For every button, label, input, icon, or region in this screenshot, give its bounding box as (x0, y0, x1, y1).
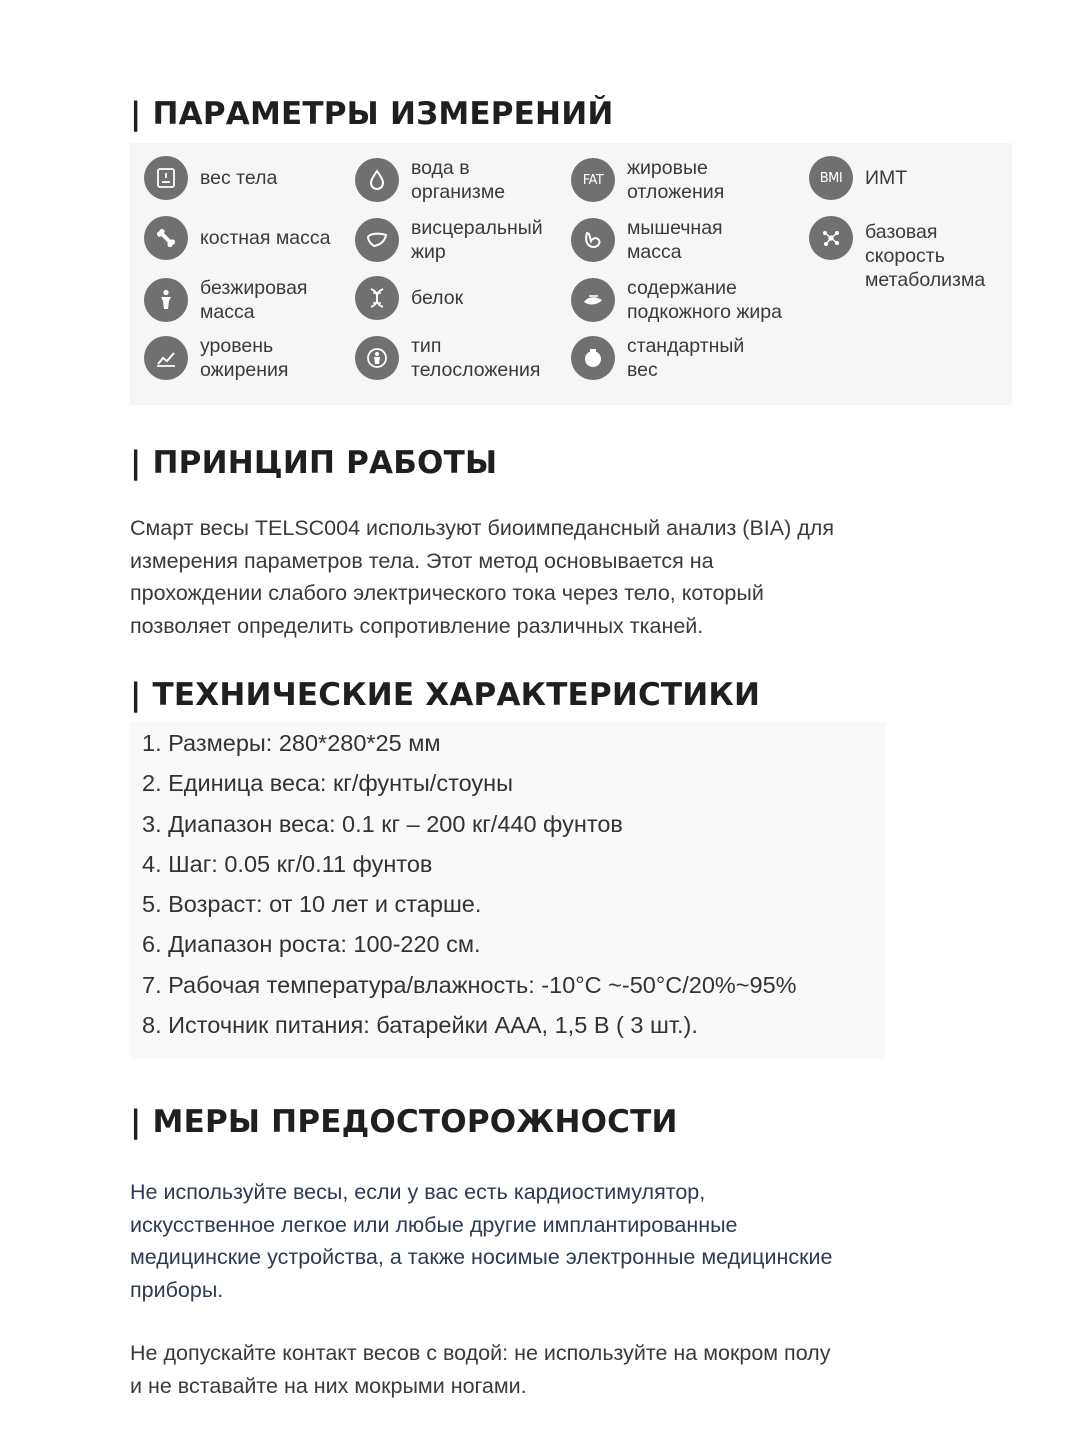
body-type-icon (355, 336, 399, 380)
precaution-text-1: Не используйте весы, если у вас есть кардиостимулятор, искусственное легкое или любые другие имплантированные медицинские устройства, а также носимые электронные медицинские приборы. (130, 1180, 833, 1302)
muscle-icon (571, 218, 615, 262)
param-bone-mass (144, 216, 330, 260)
subcutaneous-fat-icon (571, 278, 615, 322)
spec-item: 5. Возраст: от 10 лет и старше. (142, 891, 482, 917)
param-label: скорость (865, 245, 945, 267)
specs-title: | ТЕХНИЧЕСКИЕ ХАРАКТЕРИСТИКИ (130, 677, 761, 713)
spec-item: 1. Размеры: 280*280*25 мм (142, 730, 441, 756)
param-label: уровень (200, 335, 274, 357)
metabolism-icon (809, 216, 853, 260)
param-label: базовая (865, 221, 938, 243)
standard-weight-icon (571, 336, 615, 380)
param-label: белок (411, 287, 464, 309)
lean-body-icon (144, 278, 188, 322)
param-bmi (809, 156, 907, 200)
param-standard-weight (571, 334, 744, 382)
scale-icon (144, 156, 188, 200)
param-muscle-mass (571, 216, 723, 264)
param-label: ожирения (200, 359, 289, 381)
param-label: отложения (627, 181, 725, 203)
fat-icon: FAT (571, 158, 615, 202)
param-basal-metabolism (809, 216, 985, 292)
specs-list (130, 722, 885, 1059)
param-label: вода в (411, 157, 470, 179)
param-body-type (355, 334, 540, 382)
param-subcutaneous-fat (571, 276, 782, 324)
spec-item: 2. Единица веса: кг/фунты/стоуны (142, 770, 514, 796)
param-label: жир (411, 241, 446, 263)
water-drop-icon (355, 158, 399, 202)
param-label: организме (411, 181, 506, 203)
param-protein (355, 276, 463, 320)
param-label: висцеральный (411, 217, 543, 239)
param-visceral-fat (355, 216, 543, 264)
param-label: масса (200, 301, 255, 323)
spec-item: 4. Шаг: 0.05 кг/0.11 фунтов (142, 851, 433, 877)
param-label: ИМТ (865, 167, 908, 189)
param-label: вес тела (200, 167, 278, 189)
obesity-chart-icon (144, 336, 188, 380)
spec-item: 7. Рабочая температура/влажность: -10°C ~-50°C/20%~95% (142, 972, 797, 998)
dna-icon (355, 276, 399, 320)
principle-title: | ПРИНЦИП РАБОТЫ (130, 445, 498, 481)
param-fat-deposits (571, 156, 724, 204)
param-label: мышечная (627, 217, 723, 239)
spec-item: 8. Источник питания: батарейки AAA, 1,5 В ( 3 шт.). (142, 1012, 698, 1038)
param-body-water (355, 156, 505, 204)
params-title: | ПАРАМЕТРЫ ИЗМЕРЕНИЙ (130, 96, 614, 132)
param-label: жировые (627, 157, 708, 179)
precautions-title: | МЕРЫ ПРЕДОСТОРОЖНОСТИ (130, 1104, 678, 1140)
param-label: безжировая (200, 277, 308, 299)
params-panel (130, 143, 1012, 405)
bone-icon (144, 216, 188, 260)
spec-item: 3. Диапазон веса: 0.1 кг – 200 кг/440 фунтов (142, 811, 623, 837)
param-label: вес (627, 359, 658, 381)
param-label: костная масса (200, 227, 331, 249)
param-label: подкожного жира (627, 301, 782, 323)
liver-icon (355, 218, 399, 262)
param-lean-mass (144, 276, 307, 324)
bmi-icon: BMI (809, 156, 853, 200)
principle-text: Смарт весы TELSC004 используют биоимпедансный анализ (BIA) для измерения параметров тела. Этот метод основывается на прохождении слабого электрического тока через тело, который позволяет определить сопротивление различных тканей. (130, 516, 834, 638)
param-label: телосложения (411, 359, 541, 381)
spec-item: 6. Диапазон роста: 100-220 см. (142, 931, 481, 957)
param-label: содержание (627, 277, 737, 299)
param-label: масса (627, 241, 682, 263)
param-obesity-level (144, 334, 288, 382)
param-body-weight (144, 156, 277, 200)
precaution-text-2: Не допускайте контакт весов с водой: не используйте на мокром полу и не вставайте на них мокрыми ногами. (130, 1341, 831, 1398)
param-label: тип (411, 335, 442, 357)
param-label: метаболизма (865, 269, 986, 291)
param-label: стандартный (627, 335, 745, 357)
